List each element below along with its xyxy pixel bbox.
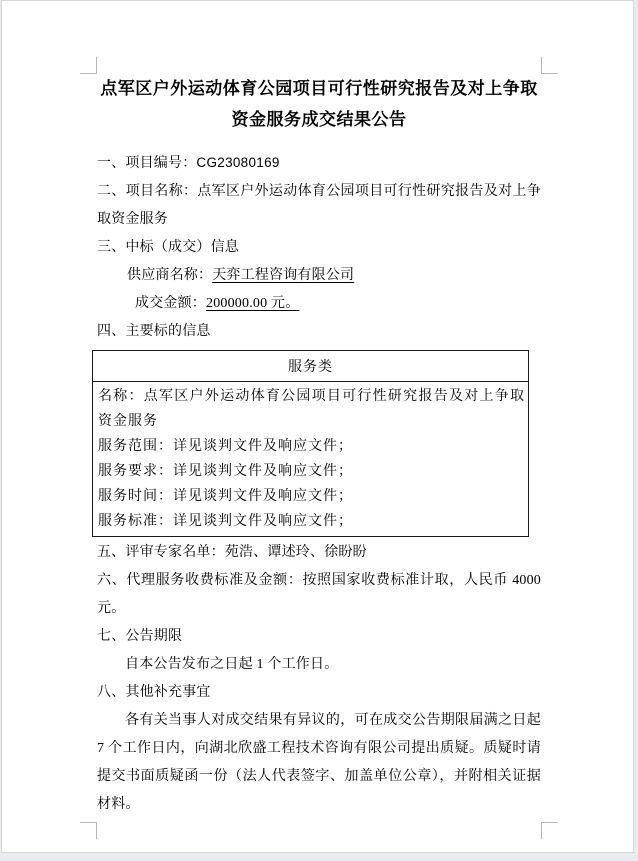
other-heading: 八、其他补充事宜 xyxy=(97,685,211,700)
award-info-heading: 三、中标（成交）信息 xyxy=(97,240,239,255)
amount-value: 200000.00 元。 xyxy=(206,296,300,311)
table-line-requirements: 服务要求：详见谈判文件及响应文件； xyxy=(98,464,353,479)
table-body-row xyxy=(93,382,529,537)
document-title xyxy=(97,73,541,135)
subject-info-table xyxy=(92,350,529,537)
table-header-cell: 服务类 xyxy=(93,351,529,382)
subject-heading: 四、主要标的信息 xyxy=(97,324,211,339)
table-line-time: 服务时间：详见谈判文件及响应文件； xyxy=(98,489,353,504)
amount-label: 成交金额： xyxy=(135,296,206,311)
document-page xyxy=(1,0,634,853)
document-body xyxy=(97,73,541,819)
table-line-scope: 服务范围：详见谈判文件及响应文件； xyxy=(98,439,353,454)
table-header-row xyxy=(93,351,529,382)
text-boundary-mark-bottom-right xyxy=(541,822,558,839)
supplier-line xyxy=(97,262,541,290)
project-number-line xyxy=(97,149,541,178)
notice-period-heading: 七、公告期限 xyxy=(97,629,183,644)
supplier-name-value: 天弈工程咨询有限公司 xyxy=(212,268,355,283)
project-number-value: CG23080169 xyxy=(196,155,280,170)
project-number-label: 一、项目编号： xyxy=(97,156,197,171)
text-boundary-mark-top-right xyxy=(541,57,558,74)
supplier-label: 供应商名称： xyxy=(127,268,213,283)
agency-fee-line: 六、代理服务收费标准及金额：按照国家收费标准计取，人民币 4000 元。 xyxy=(97,573,541,616)
project-name-line: 二、项目名称：点军区户外运动体育公园项目可行性研究报告及对上争取资金服务 xyxy=(97,184,541,227)
text-boundary-mark-bottom-left xyxy=(80,822,97,839)
experts-line: 五、评审专家名单：苑浩、谭述玲、徐盼盼 xyxy=(97,545,367,560)
table-line-name: 名称：点军区户外运动体育公园项目可行性研究报告及对上争取资金服务 xyxy=(98,389,525,429)
text-boundary-mark-top-left xyxy=(80,57,97,74)
document-title-line2: 资金服务成交结果公告 xyxy=(231,110,407,129)
table-line-standard: 服务标准：详见谈判文件及响应文件； xyxy=(98,514,353,529)
other-body: 各有关当事人对成交结果有异议的，可在成交公告期限届满之日起 7 个工作日内，向湖北欣盛工程技术咨询有限公司提出质疑。质疑时请提交书面质疑函一份（法人代表签字、加盖单位公章），并附相关证据材料。 xyxy=(97,713,541,812)
document-title-line1: 点军区户外运动体育公园项目可行性研究报告及对上争取 xyxy=(100,79,538,98)
amount-line xyxy=(97,290,541,318)
notice-period-body: 自本公告发布之日起 1 个工作日。 xyxy=(125,657,339,672)
table-body-cell xyxy=(93,382,529,537)
